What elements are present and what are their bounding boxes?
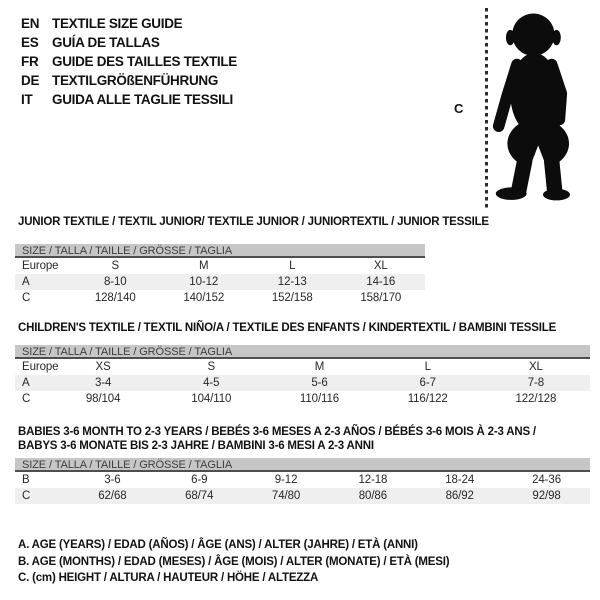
row-label-cell: A bbox=[22, 276, 30, 288]
table-row-height bbox=[15, 488, 590, 504]
table-cell: 12-13 bbox=[277, 276, 307, 288]
table-cell: M bbox=[314, 361, 325, 373]
row-label-cell: B bbox=[22, 474, 30, 486]
language-code: FR bbox=[21, 54, 39, 69]
row-label-cell: C bbox=[22, 393, 31, 405]
table-cell: 12-18 bbox=[358, 474, 388, 486]
table-row-height bbox=[15, 290, 425, 306]
table-cell: L bbox=[424, 361, 431, 373]
table-cell: XS bbox=[95, 361, 111, 373]
babies-title-line-2: BABYS 3-6 MONATE BIS 2-3 JAHRE / BAMBINI 3-6 MESI A 2-3 ANNI bbox=[18, 439, 374, 452]
language-row bbox=[21, 52, 237, 71]
table-cell: 10-12 bbox=[189, 276, 219, 288]
size-header-bar: SIZE / TALLA / TAILLE / GRÖSSE / TAGLIA bbox=[15, 244, 425, 258]
language-row bbox=[21, 90, 237, 109]
table-cell: 140/152 bbox=[183, 292, 225, 304]
language-code: ES bbox=[21, 35, 39, 50]
language-row bbox=[21, 71, 237, 90]
language-label: TEXTILGRÖßENFÜHRUNG bbox=[52, 73, 219, 88]
table-cell: 68/74 bbox=[185, 490, 214, 502]
table-cell: 62/68 bbox=[98, 490, 127, 502]
table-cell: M bbox=[199, 260, 209, 272]
table-cell: 4-5 bbox=[203, 377, 220, 389]
row-label-cell: Europe bbox=[22, 260, 59, 272]
children-section-title: CHILDREN'S TEXTILE / TEXTIL NIÑO/A / TEXTILE DES ENFANTS / KINDERTEXTIL / BAMBINI TESSILE bbox=[18, 322, 557, 334]
table-cell: 18-24 bbox=[445, 474, 475, 486]
language-row bbox=[21, 14, 237, 33]
language-code: EN bbox=[21, 16, 40, 31]
table-cell: 98/104 bbox=[85, 393, 121, 405]
language-list bbox=[21, 14, 237, 109]
table-cell: 128/140 bbox=[94, 292, 136, 304]
babies-title-line-1: BABIES 3-6 MONTH TO 2-3 YEARS / BEBÉS 3-6 MESES A 2-3 AÑOS / BÉBÉS 3-6 MOIS À 2-3 ANS / bbox=[18, 426, 536, 438]
table-cell: 3-6 bbox=[104, 474, 121, 486]
junior-section-title: JUNIOR TEXTILE / TEXTIL JUNIOR/ TEXTILE JUNIOR / JUNIORTEXTIL / JUNIOR TESSILE bbox=[18, 216, 489, 228]
baby-silhouette-icon bbox=[490, 4, 596, 206]
row-label-cell: A bbox=[22, 377, 30, 389]
legend-line-a: A. AGE (YEARS) / EDAD (AÑOS) / ÂGE (ANS) / ALTER (JAHRE) / ETÀ (ANNI) bbox=[18, 539, 418, 551]
language-label: TEXTILE SIZE GUIDE bbox=[52, 16, 183, 31]
legend-line-b: B. AGE (MONTHS) / EDAD (MESES) / ÂGE (MOIS) / ALTER (MONATE) / ETÀ (MESI) bbox=[18, 555, 450, 568]
language-label: GUÍA DE TALLAS bbox=[52, 35, 160, 50]
row-label-cell: C bbox=[22, 490, 31, 502]
table-cell: 152/158 bbox=[271, 292, 313, 304]
table-cell: L bbox=[289, 260, 296, 272]
babies-section-title bbox=[18, 426, 536, 453]
language-row bbox=[21, 33, 237, 52]
language-label: GUIDE DES TAILLES TEXTILE bbox=[52, 54, 238, 69]
babies-size-table bbox=[15, 458, 590, 504]
measure-legend bbox=[18, 537, 449, 587]
table-cell: 3-4 bbox=[94, 377, 112, 389]
table-cell: 92/98 bbox=[532, 490, 561, 502]
table-row-europe bbox=[15, 359, 590, 375]
children-size-table bbox=[15, 345, 590, 407]
row-label-cell: C bbox=[22, 292, 31, 304]
height-measure-label: C bbox=[454, 101, 464, 116]
table-cell: 6-9 bbox=[191, 474, 208, 486]
table-row-months bbox=[15, 472, 590, 488]
row-label-cell: Europe bbox=[22, 361, 59, 373]
language-code: DE bbox=[21, 73, 40, 88]
table-cell: 116/122 bbox=[407, 393, 448, 405]
table-row-europe bbox=[15, 258, 425, 274]
table-cell: 24-36 bbox=[532, 474, 562, 486]
table-cell: S bbox=[111, 260, 120, 272]
table-cell: S bbox=[207, 361, 216, 373]
table-cell: 74/80 bbox=[271, 490, 301, 502]
legend-line-c: C. (cm) HEIGHT / ALTURA / HAUTEUR / HÖHE / ALTEZZA bbox=[18, 572, 319, 584]
table-row-age bbox=[15, 375, 590, 391]
size-header-bar: SIZE / TALLA / TAILLE / GRÖSSE / TAGLIA bbox=[15, 458, 590, 472]
table-cell: 5-6 bbox=[311, 377, 328, 389]
size-header-bar: SIZE / TALLA / TAILLE / GRÖSSE / TAGLIA bbox=[15, 345, 590, 359]
table-cell: 158/170 bbox=[360, 292, 402, 304]
table-cell: 14-16 bbox=[366, 276, 396, 288]
language-code: IT bbox=[21, 92, 33, 107]
table-cell: 7-8 bbox=[527, 377, 545, 389]
table-cell: 122/128 bbox=[515, 393, 557, 405]
table-cell: 80/86 bbox=[358, 490, 388, 502]
language-label: GUIDA ALLE TAGLIE TESSILI bbox=[52, 92, 233, 107]
table-cell: XL bbox=[373, 260, 388, 272]
table-cell: XL bbox=[528, 361, 543, 373]
height-measure-line bbox=[485, 8, 488, 210]
table-row-age bbox=[15, 274, 425, 290]
junior-size-table bbox=[15, 244, 425, 306]
table-cell: 104/110 bbox=[191, 393, 232, 405]
table-cell: 9-12 bbox=[274, 474, 298, 486]
table-cell: 8-10 bbox=[103, 276, 127, 288]
table-cell: 110/116 bbox=[299, 393, 340, 405]
table-cell: 86/92 bbox=[445, 490, 474, 502]
table-row-height bbox=[15, 391, 590, 407]
table-cell: 6-7 bbox=[419, 377, 436, 389]
